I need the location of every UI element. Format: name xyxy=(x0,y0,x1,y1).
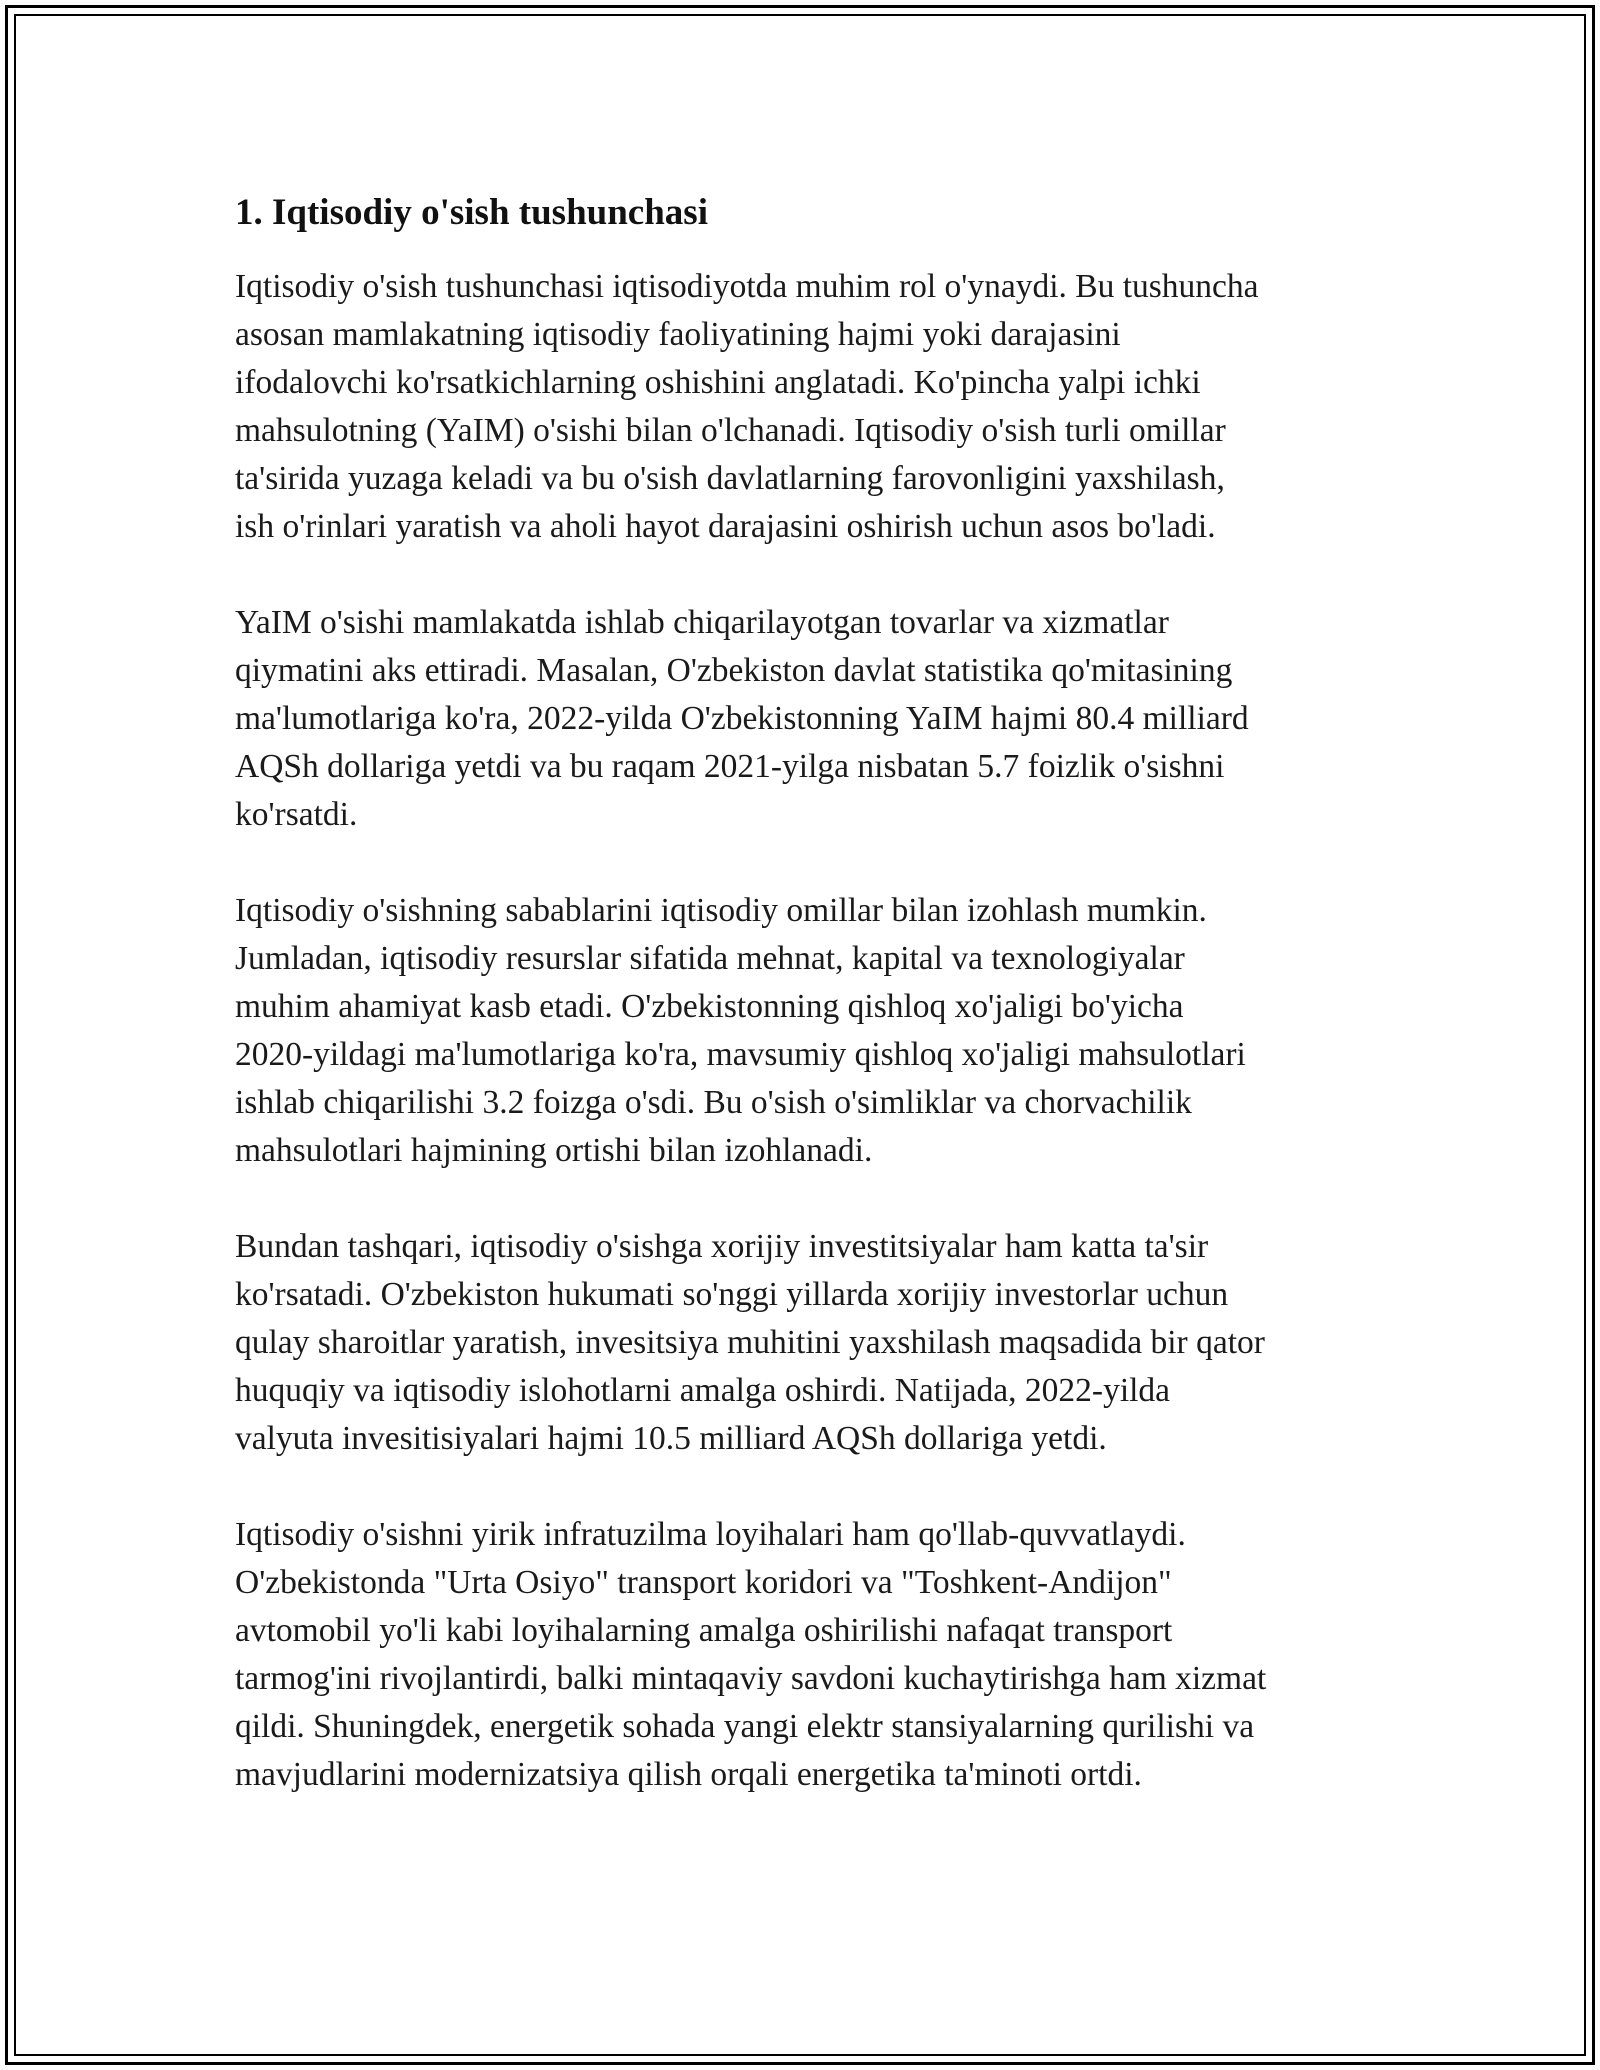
paragraph-line: ko'rsatadi. O'zbekiston hukumati so'nggi yillarda xorijiy investorlar uchun xyxy=(235,1276,1229,1313)
paragraph-line: mavjudlarini modernizatsiya qilish orqali energetika ta'minoti ortdi. xyxy=(235,1756,1142,1793)
paragraph-line: AQSh dollariga yetdi va bu raqam 2021-yilga nisbatan 5.7 foizlik o'sishni xyxy=(235,748,1225,785)
paragraph-economic-growth-concept xyxy=(235,263,1375,551)
paragraph-line: Jumladan, iqtisodiy resurslar sifatida mehnat, kapital va texnologiyalar xyxy=(235,940,1185,977)
document-body xyxy=(235,185,1375,1847)
paragraph-line: asosan mamlakatning iqtisodiy faoliyatining hajmi yoki darajasini xyxy=(235,316,1121,353)
paragraph-line: ishlab chiqarilishi 3.2 foizga o'sdi. Bu o'sish o'simliklar va chorvachilik xyxy=(235,1084,1192,1121)
paragraph-line: ma'lumotlariga ko'ra, 2022-yilda O'zbekistonning YaIM hajmi 80.4 milliard xyxy=(235,700,1249,737)
paragraph-growth-causes xyxy=(235,887,1375,1175)
paragraph-foreign-investment xyxy=(235,1223,1375,1463)
paragraph-line: O'zbekistonda "Urta Osiyo" transport koridori va "Toshkent-Andijon" xyxy=(235,1564,1172,1601)
paragraph-line: ifodalovchi ko'rsatkichlarning oshishini anglatadi. Ko'pincha yalpi ichki xyxy=(235,364,1201,401)
paragraph-line: qulay sharoitlar yaratish, invesitsiya muhitini yaxshilash maqsadida bir qator xyxy=(235,1324,1265,1361)
paragraph-line: YaIM o'sishi mamlakatda ishlab chiqarilayotgan tovarlar va xizmatlar xyxy=(235,604,1169,641)
paragraph-line: qiymatini aks ettiradi. Masalan, O'zbekiston davlat statistika qo'mitasining xyxy=(235,652,1233,689)
paragraph-line: muhim ahamiyat kasb etadi. O'zbekistonning qishloq xo'jaligi bo'yicha xyxy=(235,988,1184,1025)
paragraph-line: ish o'rinlari yaratish va aholi hayot darajasini oshirish uchun asos bo'ladi. xyxy=(235,508,1216,545)
paragraph-line: huquqiy va iqtisodiy islohotlarni amalga oshirdi. Natijada, 2022-yilda xyxy=(235,1372,1171,1409)
paragraph-line: Iqtisodiy o'sishning sabablarini iqtisodiy omillar bilan izohlash mumkin. xyxy=(235,892,1207,929)
paragraph-line: ko'rsatdi. xyxy=(235,796,358,833)
paragraph-line: avtomobil yo'li kabi loyihalarning amalga oshirilishi nafaqat transport xyxy=(235,1612,1173,1649)
paragraph-line: tarmog'ini rivojlantirdi, balki mintaqaviy savdoni kuchaytirishga ham xizmat xyxy=(235,1660,1267,1697)
paragraph-gdp-growth xyxy=(235,599,1375,839)
paragraph-infrastructure xyxy=(235,1511,1375,1799)
paragraph-line: 2020-yildagi ma'lumotlariga ko'ra, mavsumiy qishloq xo'jaligi mahsulotlari xyxy=(235,1036,1246,1073)
paragraph-line: valyuta invesitisiyalari hajmi 10.5 milliard AQSh dollariga yetdi. xyxy=(235,1420,1107,1457)
paragraph-line: qildi. Shuningdek, energetik sohada yangi elektr stansiyalarning qurilishi va xyxy=(235,1708,1255,1745)
paragraph-line: mahsulotning (YaIM) o'sishi bilan o'lchanadi. Iqtisodiy o'sish turli omillar xyxy=(235,412,1226,449)
section-heading: 1. Iqtisodiy o'sish tushunchasi xyxy=(235,192,708,233)
paragraph-line: ta'sirida yuzaga keladi va bu o'sish davlatlarning farovonligini yaxshilash, xyxy=(235,460,1225,497)
paragraph-line: Bundan tashqari, iqtisodiy o'sishga xorijiy investitsiyalar ham katta ta'sir xyxy=(235,1228,1209,1265)
paragraph-line: Iqtisodiy o'sish tushunchasi iqtisodiyotda muhim rol o'ynaydi. Bu tushuncha xyxy=(235,268,1259,305)
paragraph-line: mahsulotlari hajmining ortishi bilan izohlanadi. xyxy=(235,1132,873,1169)
paragraph-line: Iqtisodiy o'sishni yirik infratuzilma loyihalari ham qo'llab-quvvatlaydi. xyxy=(235,1516,1186,1553)
